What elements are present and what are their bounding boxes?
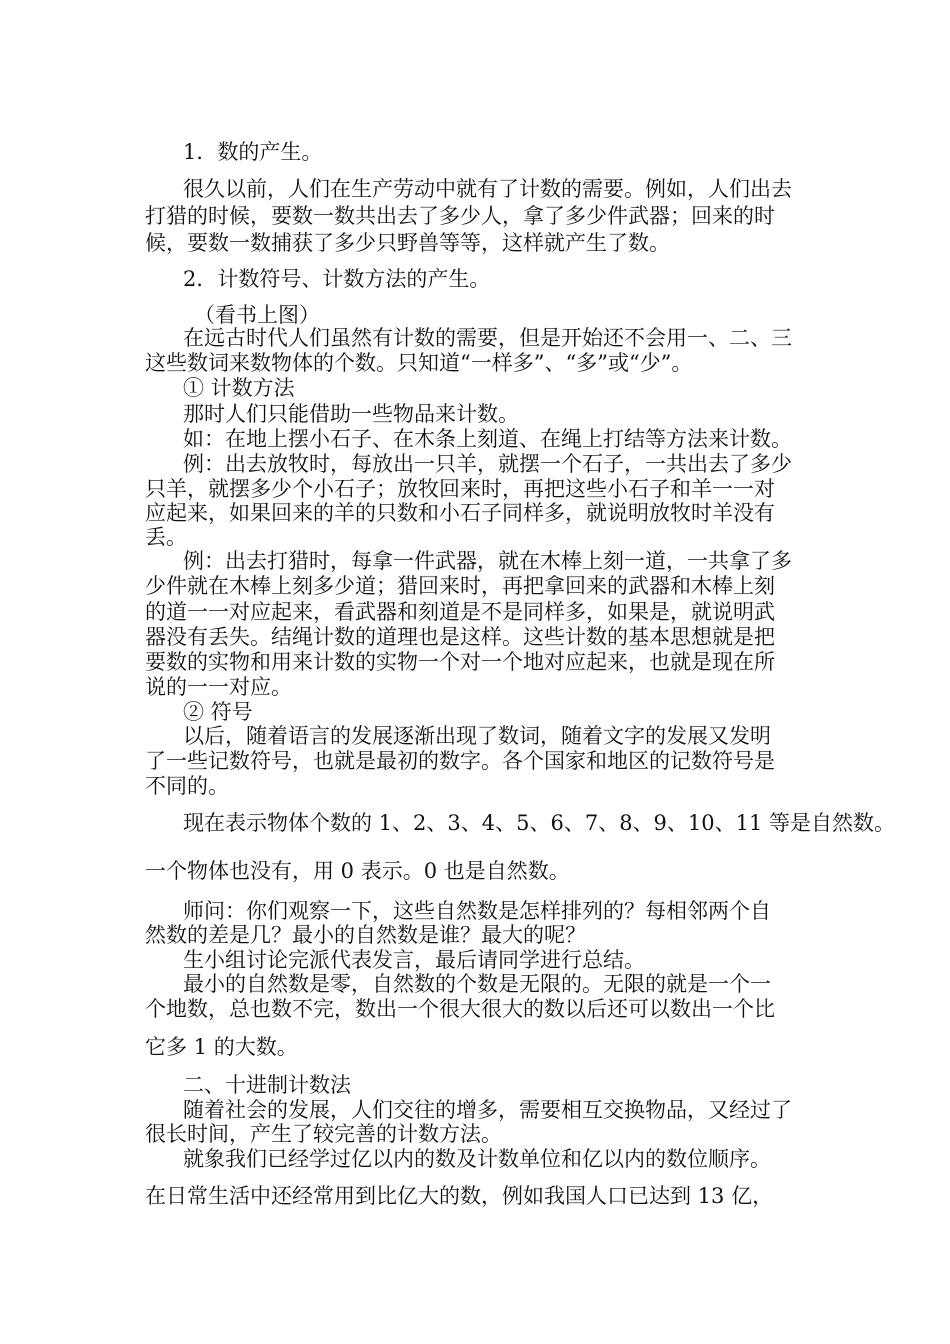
paragraph-line: 现在表示物体个数的 1、2、3、4、5、6、7、8、9、10、11 等是自然数。 [183,811,896,835]
paragraph-line: 只羊，就摆多少个小石子；放牧回来时，再把这些小石子和羊一一对 [145,477,775,501]
paragraph-line: 以后，随着语言的发展逐渐出现了数词，随着文字的发展又发明 [183,724,771,748]
paragraph-line: 一个物体也没有，用 0 表示。0 也是自然数。 [145,859,570,883]
paragraph-line: 很长时间，产生了较完善的计数方法。 [145,1122,502,1146]
paragraph-line: 说的一一对应。 [145,675,292,699]
paragraph-line: 它多 1 的大数。 [145,1035,298,1059]
paragraph-line: 少件就在木棒上刻多少道；猎回来时，再把拿回来的武器和木棒上刻 [145,574,775,598]
heading-number-origin: 1．数的产生。 [183,140,323,164]
paragraph-line: 器没有丢失。结绳计数的道理也是这样。这些计数的基本思想就是把 [145,625,775,649]
paragraph-line: 在日常生活中还经常用到比亿大的数，例如我国人口已达到 13 亿， [145,1184,774,1208]
paragraph-line: 很久以前，人们在生产劳动中就有了计数的需要。例如，人们出去 [183,177,792,201]
heading-counting-symbols: 2．计数符号、计数方法的产生。 [183,267,491,291]
paragraph-line: 候，要数一数捕获了多少只野兽等等，这样就产生了数。 [145,231,670,255]
paragraph-line: 应起来，如果回来的羊的只数和小石子同样多，就说明放牧时羊没有 [145,501,775,525]
paragraph-line: 然数的差是几？最小的自然数是谁？最大的呢？ [145,923,586,947]
paragraph-line: （看书上图） [194,303,320,327]
paragraph-line: 打猎的时候，要数一数共出去了多少人，拿了多少件武器；回来的时 [145,204,775,228]
paragraph-line: 最小的自然数是零，自然数的个数是无限的。无限的就是一个一 [183,972,771,996]
paragraph-line: 就象我们已经学过亿以内的数及计数单位和亿以内的数位顺序。 [183,1147,771,1171]
paragraph-line: 在远古时代人们虽然有计数的需要，但是开始还不会用一、二、三 [183,326,792,350]
paragraph-line: 丢。 [145,525,187,549]
subheading-symbols: ② 符号 [183,700,253,724]
paragraph-line: 随着社会的发展，人们交往的增多，需要相互交换物品，又经过了 [183,1098,792,1122]
paragraph-line: 了一些记数符号，也就是最初的数字。各个国家和地区的记数符号是 [145,749,775,773]
paragraph-line: 如：在地上摆小石子、在木条上刻道、在绳上打结等方法来计数。 [183,427,792,451]
paragraph-line: 生小组讨论完派代表发言，最后请同学进行总结。 [183,948,645,972]
paragraph-line: 例：出去打猎时，每拿一件武器，就在木棒上刻一道，一共拿了多 [183,549,792,573]
subheading-counting-method: ① 计数方法 [183,376,295,400]
heading-decimal-system: 二、十进制计数法 [183,1073,351,1097]
paragraph-line: 那时人们只能借助一些物品来计数。 [183,402,519,426]
paragraph-line: 要数的实物和用来计数的实物一个对一个地对应起来，也就是现在所 [145,650,775,674]
paragraph-line: 这些数词来数物体的个数。只知道“一样多”、“多”或“少”。 [145,351,693,375]
paragraph-line: 例：出去放牧时，每放出一只羊，就摆一个石子，一共出去了多少 [183,452,792,476]
paragraph-line: 的道一一对应起来，看武器和刻道是不是同样多，如果是，就说明武 [145,600,775,624]
paragraph-line: 不同的。 [145,774,229,798]
paragraph-line: 师问：你们观察一下，这些自然数是怎样排列的？每相邻两个自 [183,899,771,923]
paragraph-line: 个地数，总也数不完，数出一个很大很大的数以后还可以数出一个比 [145,997,775,1021]
